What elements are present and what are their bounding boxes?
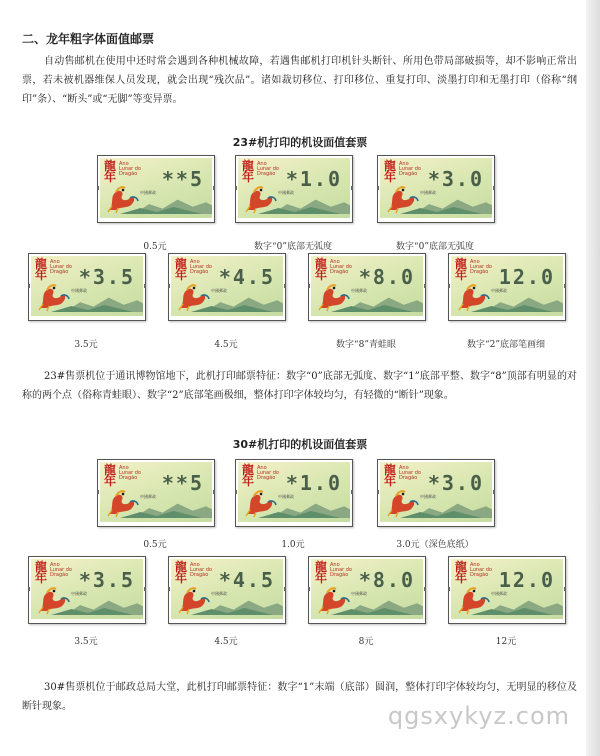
stamp-face-value: *3.0 bbox=[427, 167, 484, 191]
stamp-notch bbox=[213, 490, 215, 494]
stamp-face-value: *4.5 bbox=[218, 265, 275, 289]
stamp-face bbox=[238, 462, 350, 522]
stamp-face-value: *4.5 bbox=[218, 568, 275, 592]
stamp-en-title: Ano Lunar do Dragão bbox=[190, 562, 212, 578]
stamp-cn-title: 龍年 bbox=[35, 560, 48, 585]
stamp-caption: 0.5元 bbox=[143, 540, 167, 550]
stamp-caption: 8元 bbox=[358, 637, 374, 647]
stamp-face-value: *1.0 bbox=[285, 471, 342, 495]
stamp-notch bbox=[564, 587, 566, 591]
dragon-icon bbox=[244, 486, 278, 518]
stamp-face bbox=[171, 256, 283, 316]
stamp-cn-title: 龍年 bbox=[384, 463, 397, 488]
section2-note: 30#售票机位于邮政总局大堂，此机打印邮票特征：数字“1”末端（底部）圆润，整体打印字体较均匀，无明显的移位及断针现象。 bbox=[22, 682, 577, 712]
stamp-cn-title: 龍年 bbox=[384, 159, 397, 184]
stamp-caption: 数字“2”底部笔画细 bbox=[467, 340, 545, 350]
stamp-notch bbox=[493, 490, 495, 494]
stamp-post-label: 中國郵政 bbox=[71, 288, 87, 293]
atm-stamp bbox=[448, 253, 566, 321]
stamp-en-title: Ano Lunar do Dragão bbox=[50, 562, 72, 578]
stamp-en-title: Ano Lunar do Dragão bbox=[50, 259, 72, 275]
stamp-face bbox=[451, 559, 563, 619]
stamp-notch bbox=[284, 284, 286, 288]
dragon-icon bbox=[244, 182, 278, 214]
stamp-face bbox=[380, 462, 492, 522]
stamp-caption: 0.5元 bbox=[143, 242, 167, 252]
atm-stamp bbox=[377, 155, 495, 223]
dragon-icon bbox=[177, 583, 211, 615]
dragon-icon bbox=[457, 583, 491, 615]
stamp-notch bbox=[235, 186, 237, 190]
section-heading: 二、龙年粗字体面值邮票 bbox=[22, 32, 155, 46]
stamp-face-value: *3.5 bbox=[78, 568, 135, 592]
stamp-notch bbox=[448, 587, 450, 591]
stamp-cn-title: 龍年 bbox=[315, 257, 328, 282]
stamp-notch bbox=[493, 186, 495, 190]
stamp-post-label: 中國郵政 bbox=[420, 190, 436, 195]
stamp-face bbox=[380, 158, 492, 218]
stamp-cn-title: 龍年 bbox=[104, 463, 117, 488]
section1-note: 23#售票机位于通讯博物馆地下，此机打印邮票特征：数字“0”底部无弧度、数字“1”底部平整、数字“8”顶部有明显的对称的两个点（俗称青蛙眼）、数字“2”底部笔画极细，整体打印字体较均匀，有轻微的“断针”现象。 bbox=[22, 371, 577, 401]
stamp-notch bbox=[144, 587, 146, 591]
dragon-icon bbox=[386, 486, 420, 518]
stamp-notch bbox=[284, 587, 286, 591]
stamp-en-title: Ano Lunar do Dragão bbox=[399, 465, 421, 481]
atm-stamp bbox=[377, 459, 495, 527]
stamp-post-label: 中國郵政 bbox=[140, 494, 156, 499]
stamp-notch bbox=[424, 284, 426, 288]
dragon-icon bbox=[37, 280, 71, 312]
stamp-notch bbox=[377, 490, 379, 494]
stamp-notch bbox=[564, 284, 566, 288]
atm-stamp bbox=[97, 155, 215, 223]
stamp-caption: 4.5元 bbox=[214, 340, 238, 350]
stamp-face-value: 12.0 bbox=[498, 265, 555, 289]
stamp-en-title: Ano Lunar do Dragão bbox=[119, 465, 141, 481]
stamp-en-title: Ano Lunar do Dragão bbox=[257, 161, 279, 177]
dragon-icon bbox=[177, 280, 211, 312]
stamp-post-label: 中國郵政 bbox=[278, 494, 294, 499]
stamp-cn-title: 龍年 bbox=[242, 159, 255, 184]
stamp-cn-title: 龍年 bbox=[455, 560, 468, 585]
stamp-cn-title: 龍年 bbox=[175, 560, 188, 585]
atm-stamp bbox=[235, 155, 353, 223]
stamp-notch bbox=[168, 284, 170, 288]
stamp-face-value: *8.0 bbox=[358, 265, 415, 289]
stamp-post-label: 中國郵政 bbox=[351, 591, 367, 596]
stamp-face-value: *3.5 bbox=[78, 265, 135, 289]
page-edge-shadow bbox=[586, 0, 600, 756]
stamp-en-title: Ano Lunar do Dragão bbox=[257, 465, 279, 481]
stamp-post-label: 中國郵政 bbox=[351, 288, 367, 293]
stamp-notch bbox=[424, 587, 426, 591]
watermark-text: qgsxykyz.com bbox=[387, 702, 570, 730]
stamp-face bbox=[311, 559, 423, 619]
stamp-caption: 数字“0”底部无弧度 bbox=[254, 242, 332, 252]
stamp-caption: 4.5元 bbox=[214, 637, 238, 647]
stamp-notch bbox=[168, 587, 170, 591]
stamp-cn-title: 龍年 bbox=[35, 257, 48, 282]
stamp-en-title: Ano Lunar do Dragão bbox=[119, 161, 141, 177]
stamp-face bbox=[171, 559, 283, 619]
stamp-caption: 1.0元 bbox=[281, 540, 305, 550]
atm-stamp bbox=[28, 253, 146, 321]
stamp-cn-title: 龍年 bbox=[455, 257, 468, 282]
intro-paragraph: 自动售邮机在使用中还时常会遇到各种机械故障，若遇售邮机打印机针头断针、所用色带局部破损等，却不影响正常出票，若未被机器维保人员发现，就会出现“残次品”。诸如裁切移位、打印移位、重复打印、淡墨打印和无墨打印（俗称“纲印”条）、“断头”或“无脚”等变异票。 bbox=[22, 56, 577, 105]
section2-title: 30#机打印的机设面值套票 bbox=[232, 438, 368, 451]
stamp-face bbox=[100, 462, 212, 522]
stamp-notch bbox=[377, 186, 379, 190]
stamp-caption: 3.0元（深色底纸） bbox=[396, 540, 474, 550]
stamp-en-title: Ano Lunar do Dragão bbox=[330, 259, 352, 275]
atm-stamp bbox=[28, 556, 146, 624]
stamp-notch bbox=[97, 490, 99, 494]
stamp-post-label: 中國郵政 bbox=[211, 591, 227, 596]
stamp-notch bbox=[448, 284, 450, 288]
stamp-face-value: *1.0 bbox=[285, 167, 342, 191]
atm-stamp bbox=[235, 459, 353, 527]
stamp-caption: 数字“8”青蛙眼 bbox=[336, 340, 396, 350]
stamp-notch bbox=[308, 284, 310, 288]
stamp-notch bbox=[235, 490, 237, 494]
stamp-notch bbox=[28, 284, 30, 288]
atm-stamp bbox=[97, 459, 215, 527]
atm-stamp bbox=[168, 556, 286, 624]
stamp-caption: 12元 bbox=[495, 637, 517, 647]
stamp-caption: 3.5元 bbox=[74, 637, 98, 647]
stamp-face-value: **5 bbox=[161, 471, 204, 495]
stamp-caption: 数字“0”底部无弧度 bbox=[396, 242, 474, 252]
stamp-face-value: *3.0 bbox=[427, 471, 484, 495]
stamp-face bbox=[311, 256, 423, 316]
dragon-icon bbox=[386, 182, 420, 214]
stamp-face bbox=[451, 256, 563, 316]
stamp-cn-title: 龍年 bbox=[242, 463, 255, 488]
dragon-icon bbox=[106, 182, 140, 214]
dragon-icon bbox=[37, 583, 71, 615]
stamp-post-label: 中國郵政 bbox=[491, 591, 507, 596]
section1-title: 23#机打印的机设面值套票 bbox=[232, 136, 368, 149]
stamp-notch bbox=[97, 186, 99, 190]
stamp-face bbox=[31, 559, 143, 619]
stamp-notch bbox=[28, 587, 30, 591]
atm-stamp bbox=[448, 556, 566, 624]
stamp-post-label: 中國郵政 bbox=[491, 288, 507, 293]
stamp-post-label: 中國郵政 bbox=[140, 190, 156, 195]
atm-stamp bbox=[168, 253, 286, 321]
dragon-icon bbox=[317, 280, 351, 312]
stamp-cn-title: 龍年 bbox=[104, 159, 117, 184]
atm-stamp bbox=[308, 253, 426, 321]
stamp-notch bbox=[308, 587, 310, 591]
stamp-en-title: Ano Lunar do Dragão bbox=[470, 259, 492, 275]
stamp-face-value: *8.0 bbox=[358, 568, 415, 592]
stamp-caption: 3.5元 bbox=[74, 340, 98, 350]
stamp-notch bbox=[351, 186, 353, 190]
stamp-notch bbox=[213, 186, 215, 190]
stamp-post-label: 中國郵政 bbox=[211, 288, 227, 293]
stamp-post-label: 中國郵政 bbox=[420, 494, 436, 499]
stamp-face-value: **5 bbox=[161, 167, 204, 191]
stamp-face bbox=[238, 158, 350, 218]
stamp-notch bbox=[144, 284, 146, 288]
stamp-en-title: Ano Lunar do Dragão bbox=[399, 161, 421, 177]
stamp-cn-title: 龍年 bbox=[175, 257, 188, 282]
atm-stamp bbox=[308, 556, 426, 624]
stamp-en-title: Ano Lunar do Dragão bbox=[190, 259, 212, 275]
stamp-face bbox=[100, 158, 212, 218]
dragon-icon bbox=[106, 486, 140, 518]
dragon-icon bbox=[317, 583, 351, 615]
stamp-face bbox=[31, 256, 143, 316]
stamp-notch bbox=[351, 490, 353, 494]
stamp-post-label: 中國郵政 bbox=[71, 591, 87, 596]
stamp-en-title: Ano Lunar do Dragão bbox=[330, 562, 352, 578]
stamp-cn-title: 龍年 bbox=[315, 560, 328, 585]
stamp-en-title: Ano Lunar do Dragão bbox=[470, 562, 492, 578]
stamp-face-value: 12.0 bbox=[498, 568, 555, 592]
stamp-post-label: 中國郵政 bbox=[278, 190, 294, 195]
dragon-icon bbox=[457, 280, 491, 312]
